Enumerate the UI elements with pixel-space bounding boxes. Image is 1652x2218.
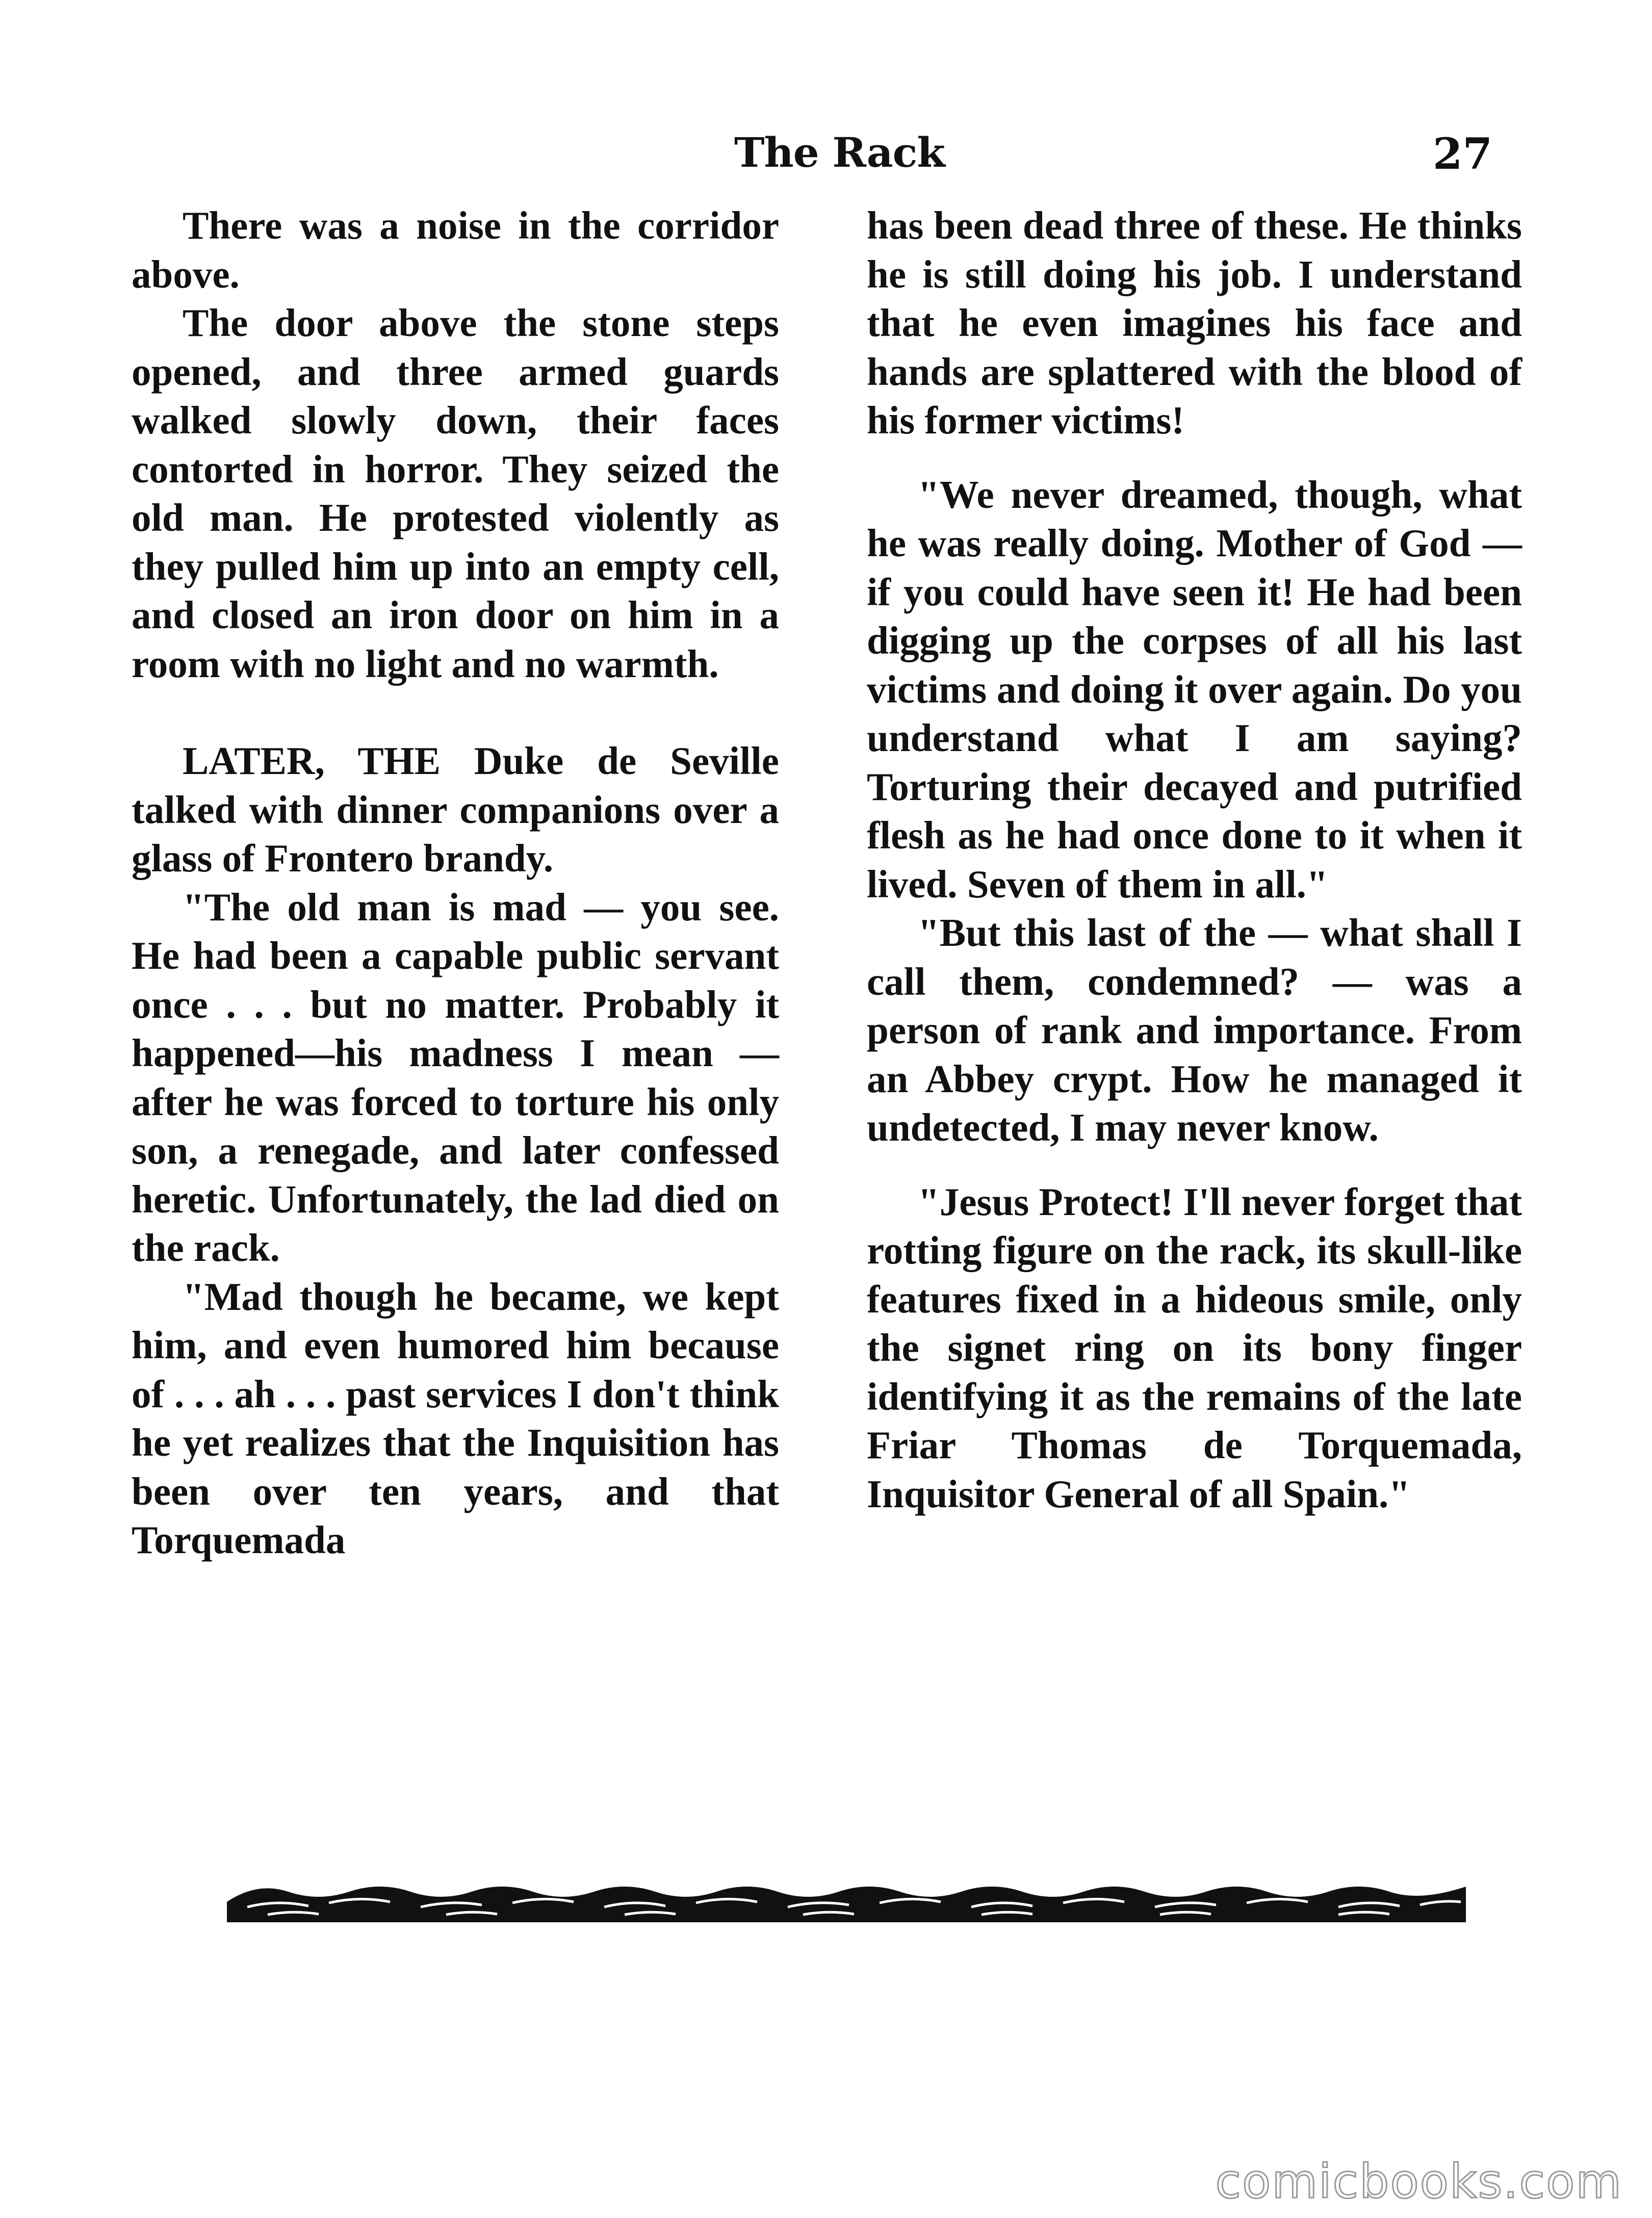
watermark-text: comicbooks.com: [1215, 2154, 1622, 2209]
paragraph: has been dead three of these. He thinks he is still doing his job. I understand that he even imagines his face and hands are splattered with the blood of his former victims!: [867, 203, 1522, 442]
paragraph: "Mad though he became, we kept him, and even humored him because of . . . ah . . . past services I don't think he yet realizes that the Inquisition has been over ten years, and that Torquemada: [132, 1274, 779, 1562]
page-number: 27: [1433, 128, 1492, 179]
paragraph: "Jesus Protect! I'll never forget that rotting figure on the rack, its skull-like features fixed in a hideous smile, only the signet ring on its bony finger identifying it as the remains of the late Friar Thomas de Torquemada, Inquisitor General of all Spain.": [867, 1179, 1522, 1516]
paragraph: "But this last of the — what shall I call them, condemned? — was a person of rank and importance. From an Abbey crypt. How he managed it undetected, I may never know.: [867, 911, 1522, 1149]
wave-divider-ornament: [227, 1871, 1466, 1922]
paragraph: The door above the stone steps opened, and three armed guards walked slowly down, their faces contorted in horror. They seized the old man. He protested violently as they pulled him up into an empty cell, and closed an iron door on him in a room with no light and no warmth.: [132, 301, 779, 686]
running-header: [0, 128, 1652, 185]
running-title: The Rack: [734, 128, 945, 176]
paragraph: "The old man is mad — you see. He had been a capable public servant once . . . but no matter. Probably it happened—his madness I mean — after he was forced to torture his only son, a renegade, and later confessed heretic. Unfortunately, the lad died on the rack.: [132, 885, 779, 1270]
left-column: [132, 201, 779, 1565]
paragraph: There was a noise in the corridor above.: [132, 203, 779, 296]
paragraph: LATER, THE Duke de Seville talked with dinner companions over a glass of Frontero brandy.: [132, 739, 779, 880]
right-column: [867, 201, 1522, 1518]
paragraph: "We never dreamed, though, what he was really doing. Mother of God — if you could have seen it! He had been digging up the corpses of all his last victims and doing it over again. Do you understand what I am saying? Torturing their decayed and putrified flesh as he had once done to it when it lived. Seven of them in all.": [867, 472, 1522, 906]
